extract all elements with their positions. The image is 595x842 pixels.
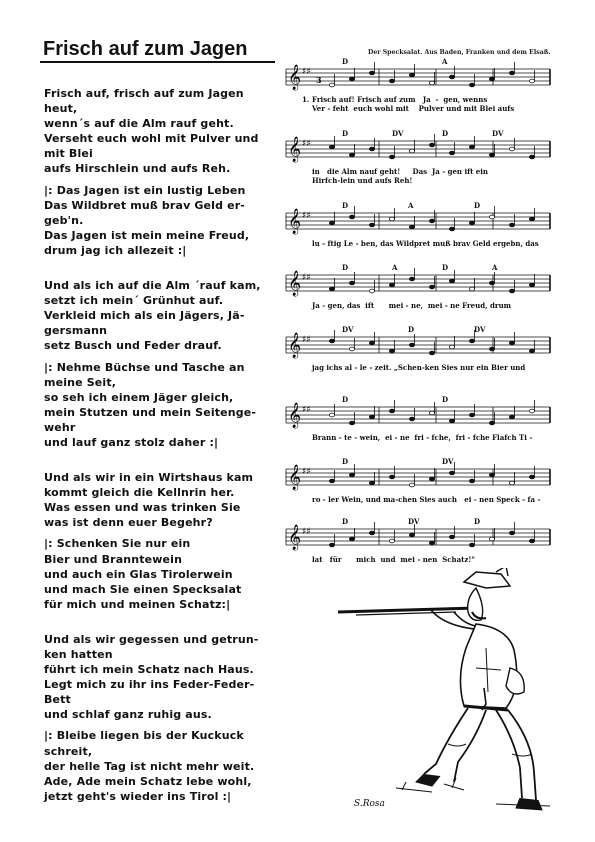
note-head [489,281,494,285]
treble-clef-icon: 𝄞 [288,333,302,358]
note-head [509,415,514,419]
key-signature-sharps: ♯♯ [302,211,311,221]
note-head [449,535,454,539]
score-lyric-line: lat für mich und mei - nen Schatz!" [312,555,476,564]
chord-symbol: D [342,129,349,138]
music-staff [282,199,554,239]
note-head [469,479,474,483]
chord-symbol: A [408,201,414,210]
note-head [489,537,494,541]
note-head [449,151,454,155]
score-lyric-line: lu - ftig Le - ben, das Wildpret muß brav Geld ergebn, das [312,239,539,248]
note-head [349,347,354,351]
key-signature-sharps: ♯♯ [302,335,311,345]
note-head [449,471,454,475]
chord-symbol: DV [492,129,504,138]
music-system [282,515,554,565]
note-head [369,415,374,419]
note-head [489,77,494,81]
note-head [429,285,434,289]
chord-symbol: D [474,201,481,210]
note-head [369,341,374,345]
key-signature-sharps: ♯♯ [302,467,311,477]
treble-clef-icon: 𝄞 [288,137,302,162]
note-head [329,479,334,483]
note-head [469,83,474,87]
chord-symbol: D [342,201,349,210]
score-lyric-line: Ver - feht euch wohl mit Pulver und mit Blei aufs [312,104,515,113]
note-head [329,83,334,87]
note-head [489,215,494,219]
note-head [409,149,414,153]
note-head [389,539,394,543]
sheet-music [282,55,554,565]
note-head [489,153,494,157]
note-head [349,153,354,157]
note-head [449,227,454,231]
chord-symbol: D [442,129,449,138]
note-head [429,143,434,147]
note-head [469,543,474,547]
music-staff [282,323,554,363]
score-lyric-line: Brann - te - wein, ei - ne fri - fche, fri - fche Flafch Ti - [312,433,533,442]
note-head [509,147,514,151]
note-head [429,411,434,415]
sheet-music-source-note: Der Specksalat. Aus Baden, Franken und dem Elsaß. [368,49,551,56]
note-head [449,345,454,349]
key-signature-sharps: ♯♯ [302,67,311,77]
music-system [282,261,554,311]
treble-clef-icon: 𝄞 [288,209,302,234]
note-head [489,421,494,425]
chord-symbol: D [474,517,481,526]
note-head [409,533,414,537]
treble-clef-icon: 𝄞 [288,525,302,550]
note-head [429,541,434,545]
hunter-illustration [336,568,551,818]
note-head [409,417,414,421]
verse-4: Und als wir gegessen und getrun- ken hatten führt ich mein Schatz nach Haus. Legt mich zu ihr ins Feder-Feder- Bett und schlaf ganz ruhig aus. [44,632,259,722]
chord-symbol: A [392,263,398,272]
note-head [349,473,354,477]
note-head [489,347,494,351]
note-head [509,341,514,345]
treble-clef-icon: 𝄞 [288,65,302,90]
note-head [429,477,434,481]
chord-symbol: D [408,325,415,334]
refrain-1: |: Das Jagen ist ein lustig Leben Das Wildbret muß brav Geld er- geb'n. Das Jagen ist mein meine Freud, drum jag ich allezeit :| [44,183,250,257]
music-system [282,127,554,185]
music-staff [282,261,554,301]
note-head [509,289,514,293]
chord-symbol: A [442,57,448,66]
note-head [349,215,354,219]
note-head [429,351,434,355]
note-head [409,483,414,487]
note-head [329,221,334,225]
chord-symbol: D [342,457,349,466]
note-head [349,421,354,425]
key-signature-sharps: ♯♯ [302,273,311,283]
title-underline [40,61,275,63]
note-head [529,409,534,413]
chord-symbol: A [492,263,498,272]
chord-symbol: D [342,395,349,404]
note-head [329,287,334,291]
note-head [329,145,334,149]
score-lyric-line: Frisch auf! Frisch auf zum Ja - gen, wenns [312,95,488,104]
note-head [389,409,394,413]
key-signature-sharps: ♯♯ [302,527,311,537]
note-head [369,147,374,151]
verse-3: Und als wir in ein Wirtshaus kam kommt gleich die Kellnrin her. Was essen und was trinken Sie was ist denn euer Begehr? [44,471,254,530]
note-head [369,481,374,485]
chord-symbol: DV [474,325,486,334]
note-head [529,349,534,353]
note-head [469,221,474,225]
note-head [469,145,474,149]
chord-symbol: DV [442,457,454,466]
music-staff [282,127,554,167]
note-head [389,475,394,479]
note-head [529,217,534,221]
note-head [389,283,394,287]
note-head [469,287,474,291]
chord-symbol: DV [408,517,420,526]
note-head [329,339,334,343]
note-head [409,343,414,347]
refrain-3: |: Schenken Sie nur ein Bier und Branntewein und auch ein Glas Tirolerwein und mach Sie einen Specksalat für mich und meinen Schatz:| [44,537,242,611]
music-system [282,393,554,443]
note-head [369,531,374,535]
refrain-4: |: Bleibe liegen bis der Kuckuck schreit, der helle Tag ist nicht mehr weit. Ade, Ade mein Schatz lebe wohl, jetzt geht's wieder ins Tirol :| [44,729,255,803]
note-head [509,223,514,227]
note-head [429,219,434,223]
treble-clef-icon: 𝄞 [288,271,302,296]
verse-2: Und als ich auf die Alm ´rauf kam, setzt ich mein´ Grünhut auf. Verkleid mich als ein Jägers, Jä- gersmann setz Busch und Feder drauf. [44,279,261,353]
music-system [282,323,554,373]
note-head [509,71,514,75]
note-head [409,73,414,77]
refrain-2: |: Nehme Büchse und Tasche an meine Seit, so seh ich einem Jäger gleich, mein Stutzen und mein Seitenge- wehr und lauf ganz stolz daher :| [44,360,257,449]
note-head [369,289,374,293]
note-head [529,155,534,159]
chord-symbol: D [342,517,349,526]
note-head [449,75,454,79]
note-head [329,413,334,417]
note-head [529,475,534,479]
score-lyric-line: in die Alm nauf geht! Das Ja - gen ift ein [312,167,488,176]
note-head [469,413,474,417]
note-head [409,225,414,229]
note-head [449,279,454,283]
score-lyric-line: Ja - gen, das ift mei - ne, mei - ne Freud, drum [312,301,512,310]
score-lyric-line: Hirfch-lein und aufs Reh! [312,176,413,185]
note-head [429,81,434,85]
score-lyric-line: ro - ler Wein, und ma-chen Sies auch ei - nen Speck - fa - [312,495,541,504]
note-head [369,71,374,75]
note-head [389,349,394,353]
page-title: Frisch auf zum Jagen [43,38,248,60]
music-staff [282,455,554,495]
verse-number: 1. [302,95,310,104]
note-head [349,537,354,541]
note-head [389,155,394,159]
note-head [509,531,514,535]
note-head [389,79,394,83]
note-head [529,283,534,287]
chord-symbol: D [342,57,349,66]
chord-symbol: D [342,263,349,272]
note-head [409,277,414,281]
lyrics-column [44,86,276,804]
key-signature-sharps: ♯♯ [302,139,311,149]
time-signature: 3 [316,75,322,85]
note-head [369,223,374,227]
verse-1: Frisch auf, frisch auf zum Jagen heut, wenn´s auf die Alm rauf geht. Verseht euch wohl mit Pulver und mit Blei aufs Hirschlein und aufs Reh. [44,87,259,176]
score-lyric-line: jag ichs al - le - zeit. „Schen-ken Sies nur ein Bier und [312,363,526,372]
music-staff [282,393,554,433]
note-head [349,281,354,285]
chord-symbol: DV [392,129,404,138]
music-system [282,55,554,113]
treble-clef-icon: 𝄞 [288,465,302,490]
chord-symbol: DV [342,325,354,334]
music-system [282,455,554,505]
chord-symbol: D [442,395,449,404]
music-system [282,199,554,249]
music-staff [282,55,554,95]
note-head [529,79,534,83]
note-head [389,217,394,221]
artist-signature: S.Rosa [354,799,385,809]
note-head [449,419,454,423]
note-head [349,77,354,81]
chord-symbol: D [442,263,449,272]
note-head [529,539,534,543]
treble-clef-icon: 𝄞 [288,403,302,428]
note-head [509,481,514,485]
key-signature-sharps: ♯♯ [302,405,311,415]
note-head [469,339,474,343]
note-head [489,473,494,477]
note-head [329,543,334,547]
